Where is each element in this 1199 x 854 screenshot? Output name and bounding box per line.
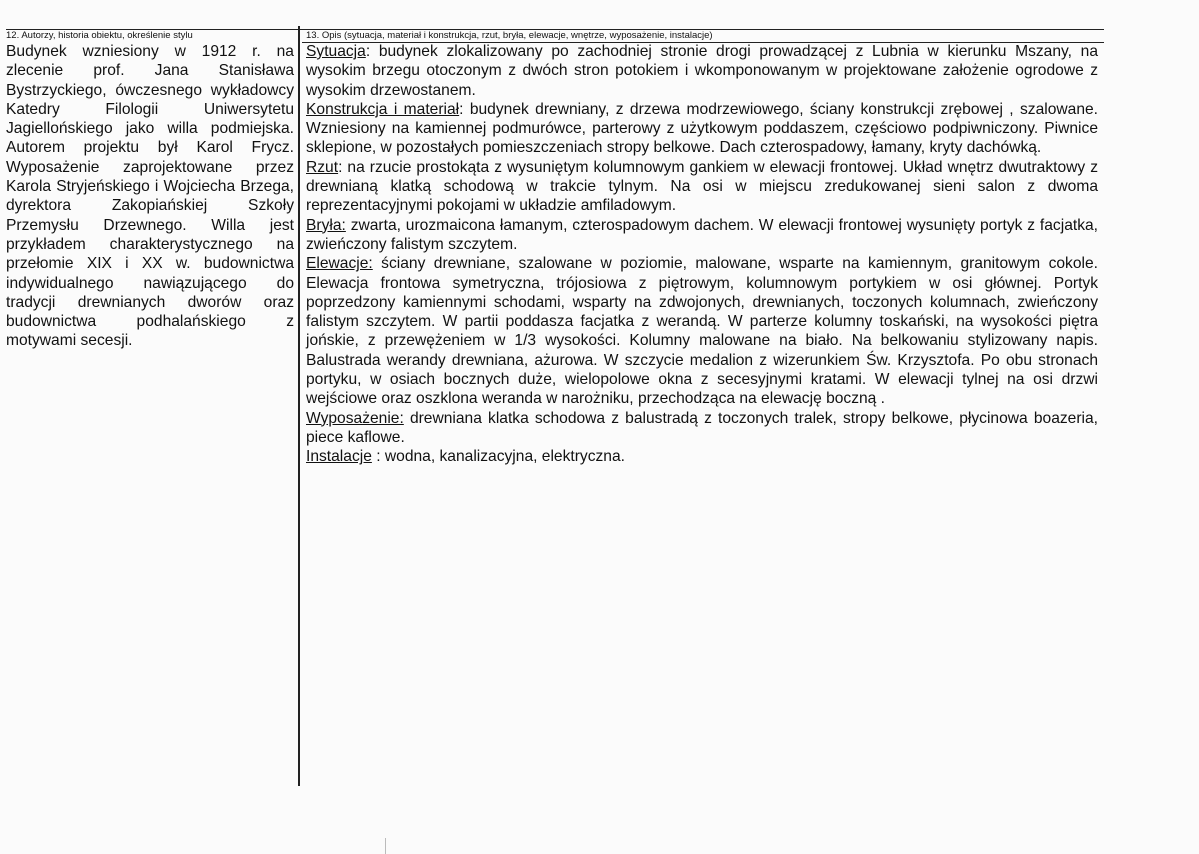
section-separator: : (365, 43, 371, 60)
left-column-header: 12. Autorzy, historia obiektu, określenie stylu (6, 30, 193, 41)
section-text: : wodna, kanalizacyjna, elektryczna. (371, 448, 625, 466)
right-column-header: 13. Opis (sytuacja, materiał i konstrukcja, rzut, bryła, elewacje, wnętrze, wyposażenie, instalacje) (306, 30, 713, 41)
section-separator: : (338, 158, 343, 176)
section-label: Sytuacja (306, 43, 366, 60)
section-label: Elewacje: (306, 255, 373, 273)
section-text: drewniana klatka schodowa z balustradą z toczonych tralek, stropy belkowe, płycinowa boazeria, piece kaflowe. (306, 409, 1098, 446)
section-rzut (306, 158, 1098, 216)
section-label: Konstrukcja i materiał (306, 100, 460, 118)
section-konstrukcja (306, 100, 1098, 158)
section-wyposazenie (306, 409, 1098, 448)
section-label: Instalacje (306, 448, 372, 466)
section-sytuacja (306, 42, 1098, 100)
section-text: budynek zlokalizowany po zachodniej stronie drogi prowadzącej z Lubnia w kierunku Mszany, na wysokim brzegu otoczonym z dwóch stron potokiem i wkomponowanym w projektowane założenie ogrodowe z wysokim drzewostanem. (306, 43, 1098, 99)
section-text: budynek drewniany, z drzewa modrzewiowego, ściany konstrukcji zrębowej , szalowane. Wzniesiony na kamiennej podmurówce, parterowy z użytkowym poddaszem, częściowo podpiwniczony. Piwnice sklepione, w pozostałych pomieszczeniach stropy belkowe. Dach czterospadowy, łamany, kryty dachówką. (306, 100, 1098, 157)
section-elewacje (306, 254, 1098, 408)
section-label: Wyposażenie: (306, 409, 404, 427)
left-column-body: Budynek wzniesiony w 1912 r. na zlecenie prof. Jana Stanisława Bystrzyckiego, ówczesnego wykładowcy Katedry Filologii Uniwersytetu Jagiellońskiego jako willa podmiejska. Autorem projektu był Karol Frycz. Wyposażenie zaprojektowane przez Karola Stryjeńskiego i Wojciecha Brzega, dyrektora Zakopiańskiej Szkoły Przemysłu Drzewnego. Willa jest przykładem charakterystycznego na przełomie XIX i XX w. budownictwa indywidualnego nawiązującego do tradycji drewnianych dworów oraz budownictwa podhalańskiego z motywami secesji. (6, 43, 294, 350)
section-text: zwarta, urozmaicona łamanym, czterospadowym dachem. W elewacji frontowej wysunięty portyk z facjatka, zwieńczony falistym szczytem. (306, 216, 1098, 253)
section-text: ściany drewniane, szalowane w poziomie, malowane, wsparte na kamiennym, granitowym cokole. Elewacja frontowa symetryczna, trójosiowa z piętrowym, kolumnowym portykiem w osi głównej. Portyk poprzedzony kamiennymi schodami, wsparty na zdwojonych, drewnianych, toczonych kolumnach, zwieńczony falistym szczytem. W partii poddasza facjatka z werandą. W parterze kolumny toskański, na wysokości piętra jońskie, z przewężeniem w 1/3 wysokości. Kolumny malowane na biało. Na belkowaniu stylizowany napis. Balustrada werandy drewniana, ażurowa. W szczycie medalion z wizerunkiem Św. Krzysztofa. Po obu stronach portyku, w osiach bocznych duże, wielopolowe okna z secesyjnymi kratami. W elewacji tylnej na osi drzwi wejściowe oraz oszklona weranda w narożniku, przechodząca na elewację boczną . (306, 255, 1098, 408)
section-text: na rzucie prostokąta z wysuniętym kolumnowym gankiem w elewacji frontowej. Układ wnętrz dwutraktowy z drewnianą klatką schodową w trakcie tylnym. Na osi w miejscu zredukowanej sieni salon z dwoma reprezentacyjnymi pokojami w układzie amfiladowym. (306, 158, 1098, 215)
scan-artifact (385, 838, 386, 854)
section-bryla (306, 216, 1098, 255)
section-label: Rzut (306, 158, 339, 176)
section-separator: : (459, 100, 464, 118)
section-label: Bryła: (306, 216, 346, 234)
column-divider (298, 26, 300, 786)
section-instalacje (306, 447, 1098, 466)
right-column-body (306, 42, 1098, 467)
